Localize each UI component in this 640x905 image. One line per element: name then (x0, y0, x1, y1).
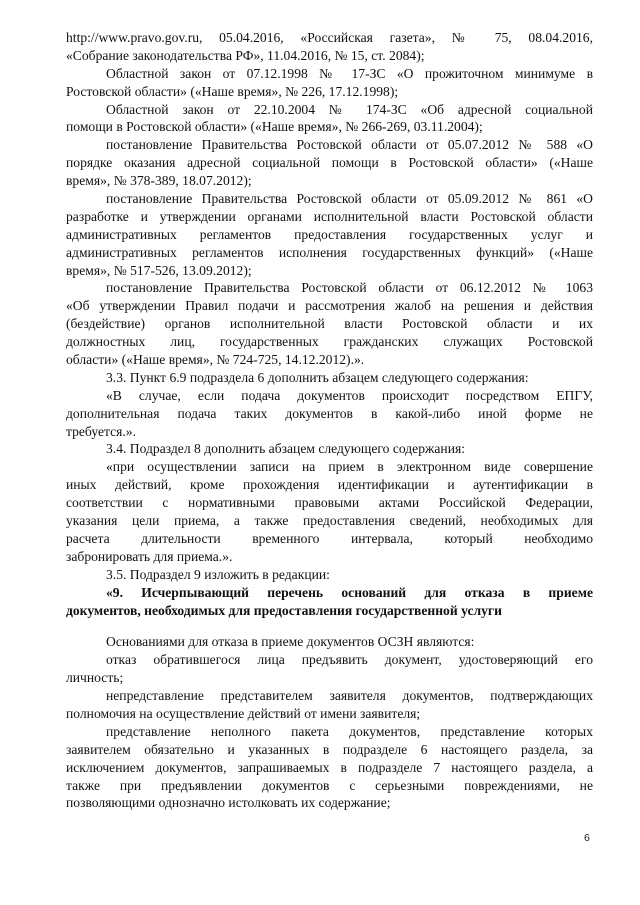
text-line: позволяющими однозначно истолковать их содержание; (66, 795, 391, 811)
text-line: полномочия на осуществление действий от имени заявителя; (66, 705, 421, 721)
text-line: Областной закон от 07.12.1998 № 17-ЗС «О прожиточном минимуме в (106, 65, 593, 81)
text-line: помощи в Ростовской области» («Наше время», № 266-269, 03.11.2004); (66, 119, 483, 135)
text-line: требуется.». (66, 423, 136, 439)
text-line: «9. Исчерпывающий перечень оснований для отказа в приеме (106, 584, 593, 600)
text-line: «Собрание законодательства РФ», 11.04.2016, № 15, ст. 2084); (66, 47, 425, 63)
text-line: указания цели приема, а также предоставления сведений, необходимых для (66, 513, 593, 529)
text-line: постановление Правительства Ростовской области от 05.07.2012 № 588 «О (106, 137, 593, 153)
text-line: http://www.pravo.gov.ru, 05.04.2016, «Российская газета», № 75, 08.04.2016, (66, 30, 593, 45)
text-line: исключением документов, запрашиваемых в подразделе 7 настоящего раздела, а (66, 759, 593, 775)
text-line: соответствии с нормативными правовыми актами Российской Федерации, (66, 495, 593, 511)
page-number: 6 (584, 832, 590, 844)
text-line: административных регламентов исполнения государственных функций» («Наше (66, 244, 593, 260)
text-line: также при предъявлении документов с серьезными повреждениями, не (66, 777, 593, 793)
text-line: иных действий, кроме прохождения идентификации и аутентификации в (66, 477, 593, 493)
text-line: (бездействие) органов исполнительной власти Ростовской области и их (66, 316, 593, 332)
text-line: 3.3. Пункт 6.9 подраздела 6 дополнить абзацем следующего содержания: (106, 369, 529, 385)
text-line: время», № 517-526, 13.09.2012); (66, 262, 252, 278)
text-line: постановление Правительства Ростовской области от 05.09.2012 № 861 «О (106, 191, 593, 207)
text-line: представление неполного пакета документов, представление которых (106, 723, 593, 739)
text-line: время», № 378-389, 18.07.2012); (66, 173, 252, 189)
text-line: должностных лиц, государственных гражданских служащих Ростовской (66, 334, 593, 350)
text-line: заявителем обязательно и указанных в подразделе 6 настоящего раздела, за (66, 741, 593, 757)
text-line: области» («Наше время», № 724-725, 14.12.2012).». (66, 352, 365, 368)
text-line: порядке оказания адресной социальной помощи в Ростовской области» («Наше (66, 155, 593, 171)
text-line: Основаниями для отказа в приеме документов ОСЗН являются: (106, 634, 475, 650)
text-line: личность; (66, 670, 124, 686)
text-line: Ростовской области» («Наше время», № 226, 17.12.1998); (66, 83, 399, 99)
text-line: отказ обратившегося лица предъявить документ, удостоверяющий его (106, 652, 593, 668)
text-line: 3.4. Подраздел 8 дополнить абзацем следующего содержания: (106, 441, 466, 457)
document-body (66, 29, 593, 812)
text-line: административных регламентов предоставления государственных услуг и (66, 226, 593, 242)
text-line: постановление Правительства Ростовской области от 06.12.2012 № 1063 (106, 280, 593, 296)
text-line: забронировать для приема.». (66, 548, 233, 564)
text-line: Областной закон от 22.10.2004 № 174-ЗС «Об адресной социальной (106, 101, 593, 117)
text-line: непредставление представителем заявителя документов, подтверждающих (106, 688, 593, 704)
text-line: 3.5. Подраздел 9 изложить в редакции: (106, 566, 330, 582)
blank-line (66, 619, 593, 633)
text-line: «Об утверждении Правил подачи и рассмотрения жалоб на решения и действия (66, 298, 593, 314)
text-line: «при осуществлении записи на прием в электронном виде совершение (106, 459, 593, 475)
text-line: расчета длительности временного интервала, который необходимо (66, 530, 593, 546)
text-line: «В случае, если подача документов происходит посредством ЕПГУ, (106, 387, 593, 403)
text-line: дополнительная подача таких документов в какой-либо иной форме не (66, 405, 593, 421)
text-line: разработке и утверждении органами исполнительной власти Ростовской области (66, 208, 593, 224)
text-line: документов, необходимых для предоставления государственной услуги (66, 602, 502, 618)
